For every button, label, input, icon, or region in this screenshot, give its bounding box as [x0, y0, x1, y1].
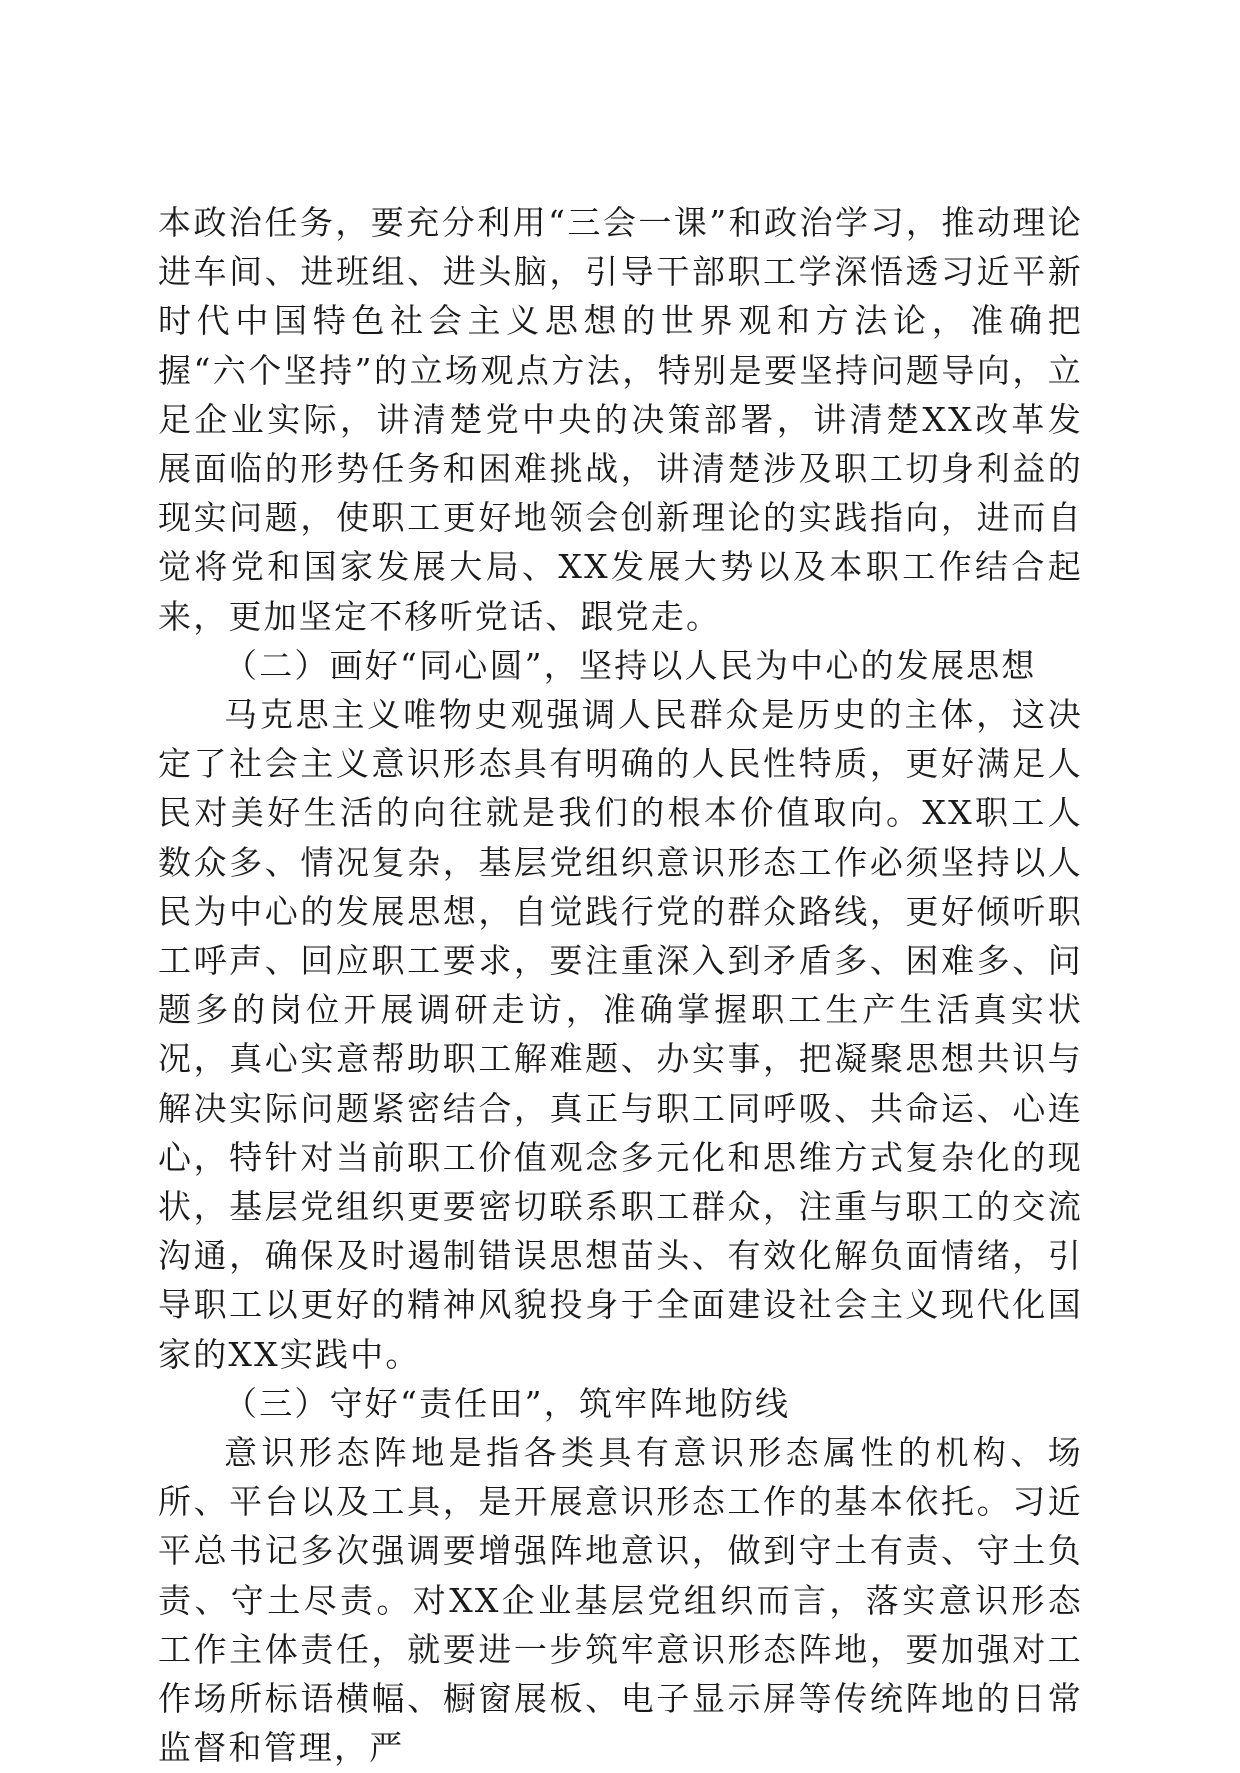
section-heading-3: （三）守好“责任田”，筑牢阵地防线	[224, 1383, 791, 1423]
paragraph-continued: 本政治任务，要充分利用“三会一课”和政治学习，推动理论进车间、进班组、进头脑，引导干部职工学深悟透习近平新时代中国特色社会主义思想的世界观和方法论，准确把握“六个坚持”的立场观点方法，特别是要坚持问题导向，立足企业实际，讲清楚党中央的决策部署，讲清楚XX改革发展面临的形势任务和困难挑战，讲清楚涉及职工切身利益的现实问题，使职工更好地领会创新理论的实践指向，进而自觉将党和国家发展大局、XX发展大势以及本职工作结合起来，更加坚定不移听党话、跟党走。	[158, 203, 1083, 636]
paragraph-section-2: 马克思主义唯物史观强调人民群众是历史的主体，这决定了社会主义意识形态具有明确的人民性特质，更好满足人民对美好生活的向往就是我们的根本价值取向。XX职工人数众多、情况复杂，基层党组织意识形态工作必须坚持以人民为中心的发展思想，自觉践行党的群众路线，更好倾听职工呼声、回应职工要求，要注重深入到矛盾多、困难多、问题多的岗位开展调研走访，准确掌握职工生产生活真实状况，真心实意帮助职工解难题、办实事，把凝聚思想共识与解决实际问题紧密结合，真正与职工同呼吸、共命运、心连心，特针对当前职工价值观念多元化和思维方式复杂化的现状，基层党组织更要密切联系职工群众，注重与职工的交流沟通，确保及时遏制错误思想苗头、有效化解负面情绪，引导职工以更好的精神风貌投身于全面建设社会主义现代化国家的XX实践中。	[158, 695, 1083, 1374]
section-heading-2: （二）画好“同心圆”，坚持以人民为中心的发展思想	[224, 645, 1037, 685]
paragraph-section-3: 意识形态阵地是指各类具有意识形态属性的机构、场所、平台以及工具，是开展意识形态工作的基本依托。习近平总书记多次强调要增强阵地意识，做到守土有责、守土负责、守土尽责。对XX企业基层党组织而言，落实意识形态工作主体责任，就要进一步筑牢意识形态阵地，要加强对工作场所标语横幅、橱窗展板、电子显示屏等传统阵地的日常监督和管理，严	[158, 1433, 1083, 1768]
document-body	[158, 198, 1083, 1773]
